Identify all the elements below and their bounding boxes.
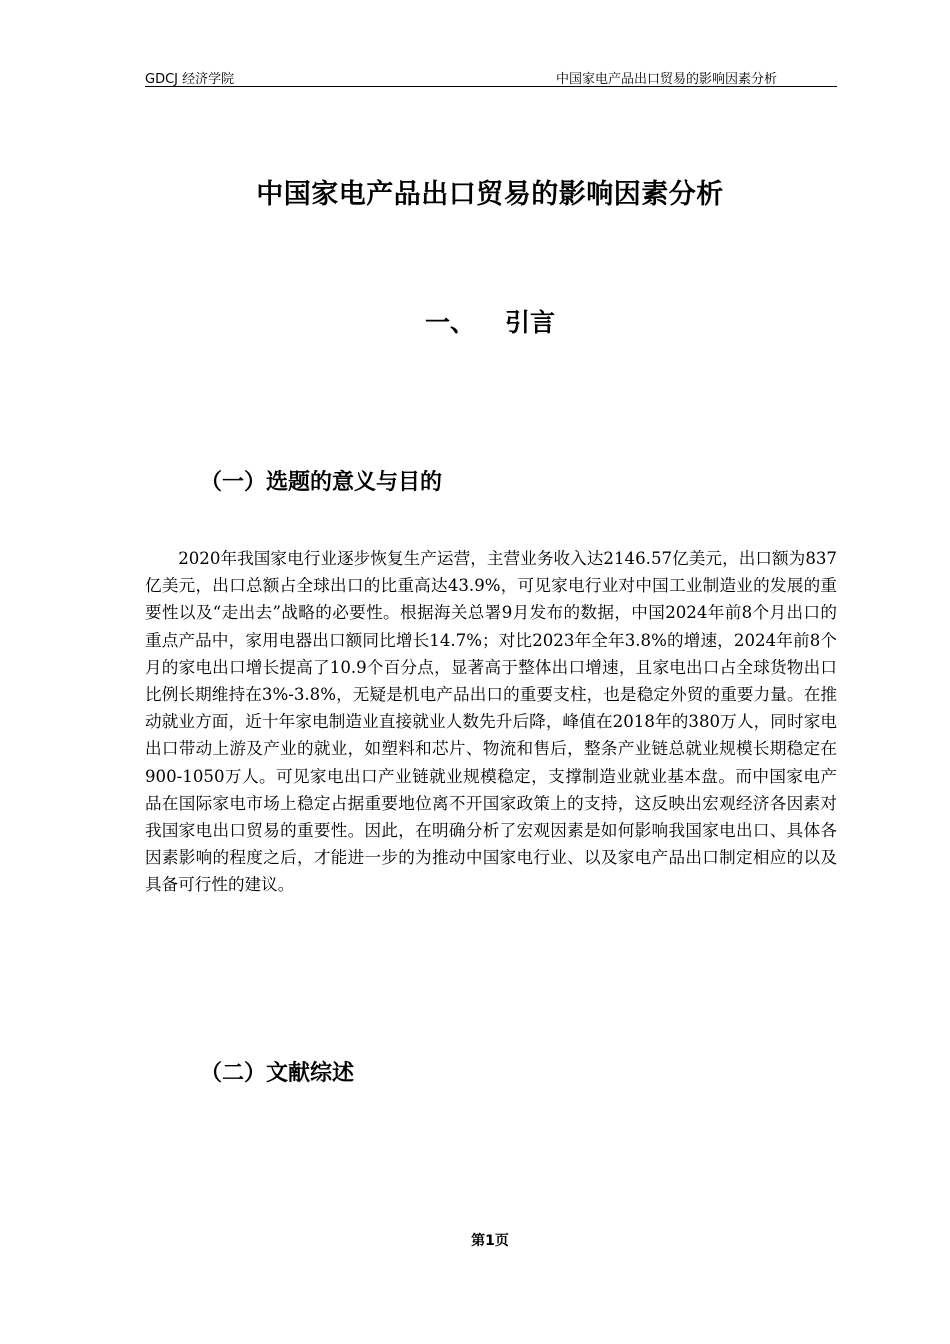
subsection-heading-1: （一）选题的意义与目的: [200, 470, 443, 495]
section-number: 一、: [424, 308, 475, 337]
section-title: 引言: [505, 308, 556, 337]
body-paragraph: 2020年我国家电行业逐步恢复生产运营，主营业务收入达2146.57亿美元，出口额为837亿美元，出口总额占全球出口的比重高达43.9%，可见家电行业对中国工业制造业的发展的重要性以及“走出去”战略的必要性。根据海关总署9月发布的数据，中国2024年前8个月出口的重点产品中，家用电器出口额同比增长14.7%；对比2023年全年3.8%的增速，2024年前8个月的家电出口增长提高了10.9个百分点，显著高于整体出口增速，且家电出口占全球货物出口比例长期维持在3%-3.8%，无疑是机电产品出口的重要支柱，也是稳定外贸的重要力量。在推动就业方面，近十年家电制造业直接就业人数先升后降，峰值在2018年的380万人，同时家电出口带动上游及产业的就业，如塑料和芯片、物流和售后，整条产业链总就业规模长期稳定在900-1050万人。可见家电出口产业链就业规模稳定，支撑制造业就业基本盘。而中国家电产品在国际家电市场上稳定占据重要地位离不开国家政策上的支持，这反映出宏观经济各因素对我国家电出口贸易的重要性。因此，在明确分析了宏观因素是如何影响我国家电出口、具体各因素影响的程度之后，才能进一步的为推动中国家电行业、以及家电产品出口制定相应的以及具备可行性的建议。: [145, 549, 837, 895]
section-heading: [0, 303, 950, 339]
page-header: [145, 66, 837, 87]
subsection-heading-2: （二）文献综述: [200, 1061, 355, 1086]
header-institution: GDCJ 经济学院: [145, 72, 235, 87]
page-number: 第1页: [471, 1233, 509, 1249]
header-doc-title: 中国家电产品出口贸易的影响因素分析: [555, 72, 777, 87]
document-title: 中国家电产品出口贸易的影响因素分析: [256, 179, 724, 210]
